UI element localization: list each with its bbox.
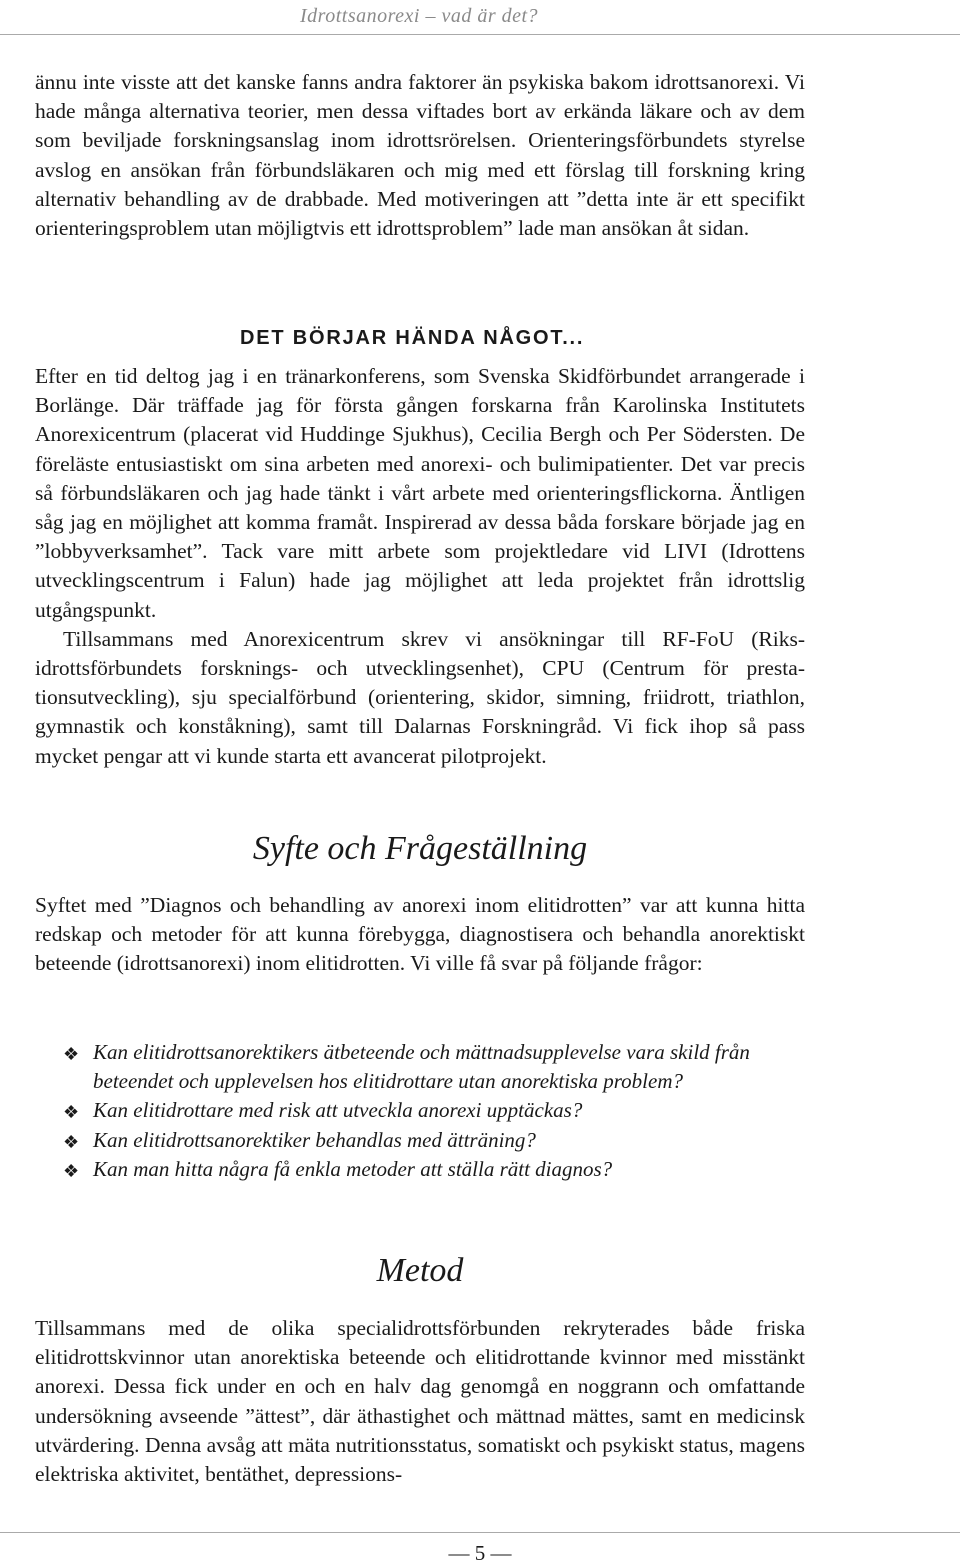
metod-block [35,1314,805,1489]
question-text: Kan elitidrottare med risk att utveckla anorexi upptäckas? [93,1098,583,1123]
diamond-bullet-icon: ❖ [63,1102,80,1123]
list-item [35,1096,835,1125]
list-item [35,1126,835,1155]
section-paragraph-1: Efter en tid deltog jag i en tränarkonferens, som Svenska Skidförbundet arrangerade i Borlänge. Där träffade jag för första gången forskarna från Karolinska Institutets Anorexicentrum (placerat vid Huddinge Sjukhus), Cecilia Bergh och Per Södersten. De föreläste entusiastiskt om sina arbeten med anorexi- och bulimipatienter. Det var precis så förbundsläkaren och jag hade tänkt i vårt arbete med orienteringsflickorna. Äntligen såg jag en möjlighet att komma framåt. Inspirerad av dessa båda forskare började jag en ”lobbyverksamhet”. Tack vare mitt arbete som projektledare vid LIVI (Idrottens utvecklingscentrum i Falun) hade jag möjlighet att leda projektet från idrottslig utgångspunkt. [35,364,805,622]
syfte-block [35,891,805,979]
list-item [35,1038,835,1096]
question-list [35,1038,835,1184]
metod-title: Metod [376,1252,464,1289]
section-block [35,362,805,771]
question-text: Kan man hitta några få enkla metoder att ställa rätt diagnos? [93,1156,613,1181]
intro-block [35,68,805,243]
list-item [35,1155,835,1184]
diamond-bullet-icon: ❖ [63,1160,80,1181]
metod-paragraph: Tillsammans med de olika specialidrottsförbunden rekryterades både friska elitidrottskvinnor utan anorektiska beteende och elitidrottande kvinnor med misstänkt anorexi. Dessa fick under en och en halv dag genomgå en noggrann och omfattande undersökning avseende ”ättest”, där äthastighet och mättnad mättes, samt en medicinsk utvärdering. Denna avsåg att mäta nutritionsstatus, somatiskt och psykiskt status, magens elektriska aktivitet, bentäthet, depressions- [35,1316,805,1487]
intro-paragraph: ännu inte visste att det kanske fanns andra faktorer än psykiska bakom idrottsanorexi. Vi hade många alternativa teorier, men dessa viftades bort av erkända läkare och av dem som beviljade forskningsanslag inom idrottsrörelsen. Orienteringsförbundets styrelse avslog en ansökan från förbundsläkaren och mig med ett förslag till forskning kring alternativ behandling av de drabbade. Med motiveringen att ”detta inte är ett specifikt orienteringsproblem utan möjligtvis ett idrottsproblem” lade man ansökan åt sidan. [35,70,805,241]
diamond-bullet-icon: ❖ [63,1131,80,1152]
page-number: — 5 — [448,1541,512,1565]
diamond-bullet-icon: ❖ [63,1044,80,1064]
footer-rule [0,1532,960,1533]
question-text: Kan elitidrottsanorektiker behandlas med ätträning? [93,1127,536,1152]
running-head-title: Idrottsanorexi – vad är det? [300,5,539,27]
syfte-paragraph: Syftet med ”Diagnos och behandling av anorexi inom elitidrotten” var att kunna hitta redskap och metoder för att kunna förebygga, diagnostisera och behandla anorektiskt beteende (idrottsanorexi) inom elitidrotten. Vi ville få svar på följande frågor: [35,893,805,976]
section-paragraph-2: Tillsammans med Anorexicentrum skrev vi ansökningar till RF-FoU (Riksidrottsförbundets forsknings- och utvecklingsenhet), CPU (Centrum för prestationsutveckling), sju specialförbund (orientering, skidor, simning, friidrott, triathlon, gymnastik och konståkning), samt till Dalarnas Forskningråd. Vi fick ihop så pass mycket pengar att vi kunde starta ett avancerat pilotprojekt. [35,626,805,768]
section-heading: DET BÖRJAR HÄNDA NÅGOT... [240,327,585,349]
running-head [0,0,960,35]
syfte-title: Syfte och Frågeställning [252,830,588,867]
question-text: Kan elitidrottsanorektikers ätbeteende och mättnadsupplevelse vara skild från beteendet och upplevelsen hos elitidrottare utan anorektiska problem? [93,1040,750,1094]
